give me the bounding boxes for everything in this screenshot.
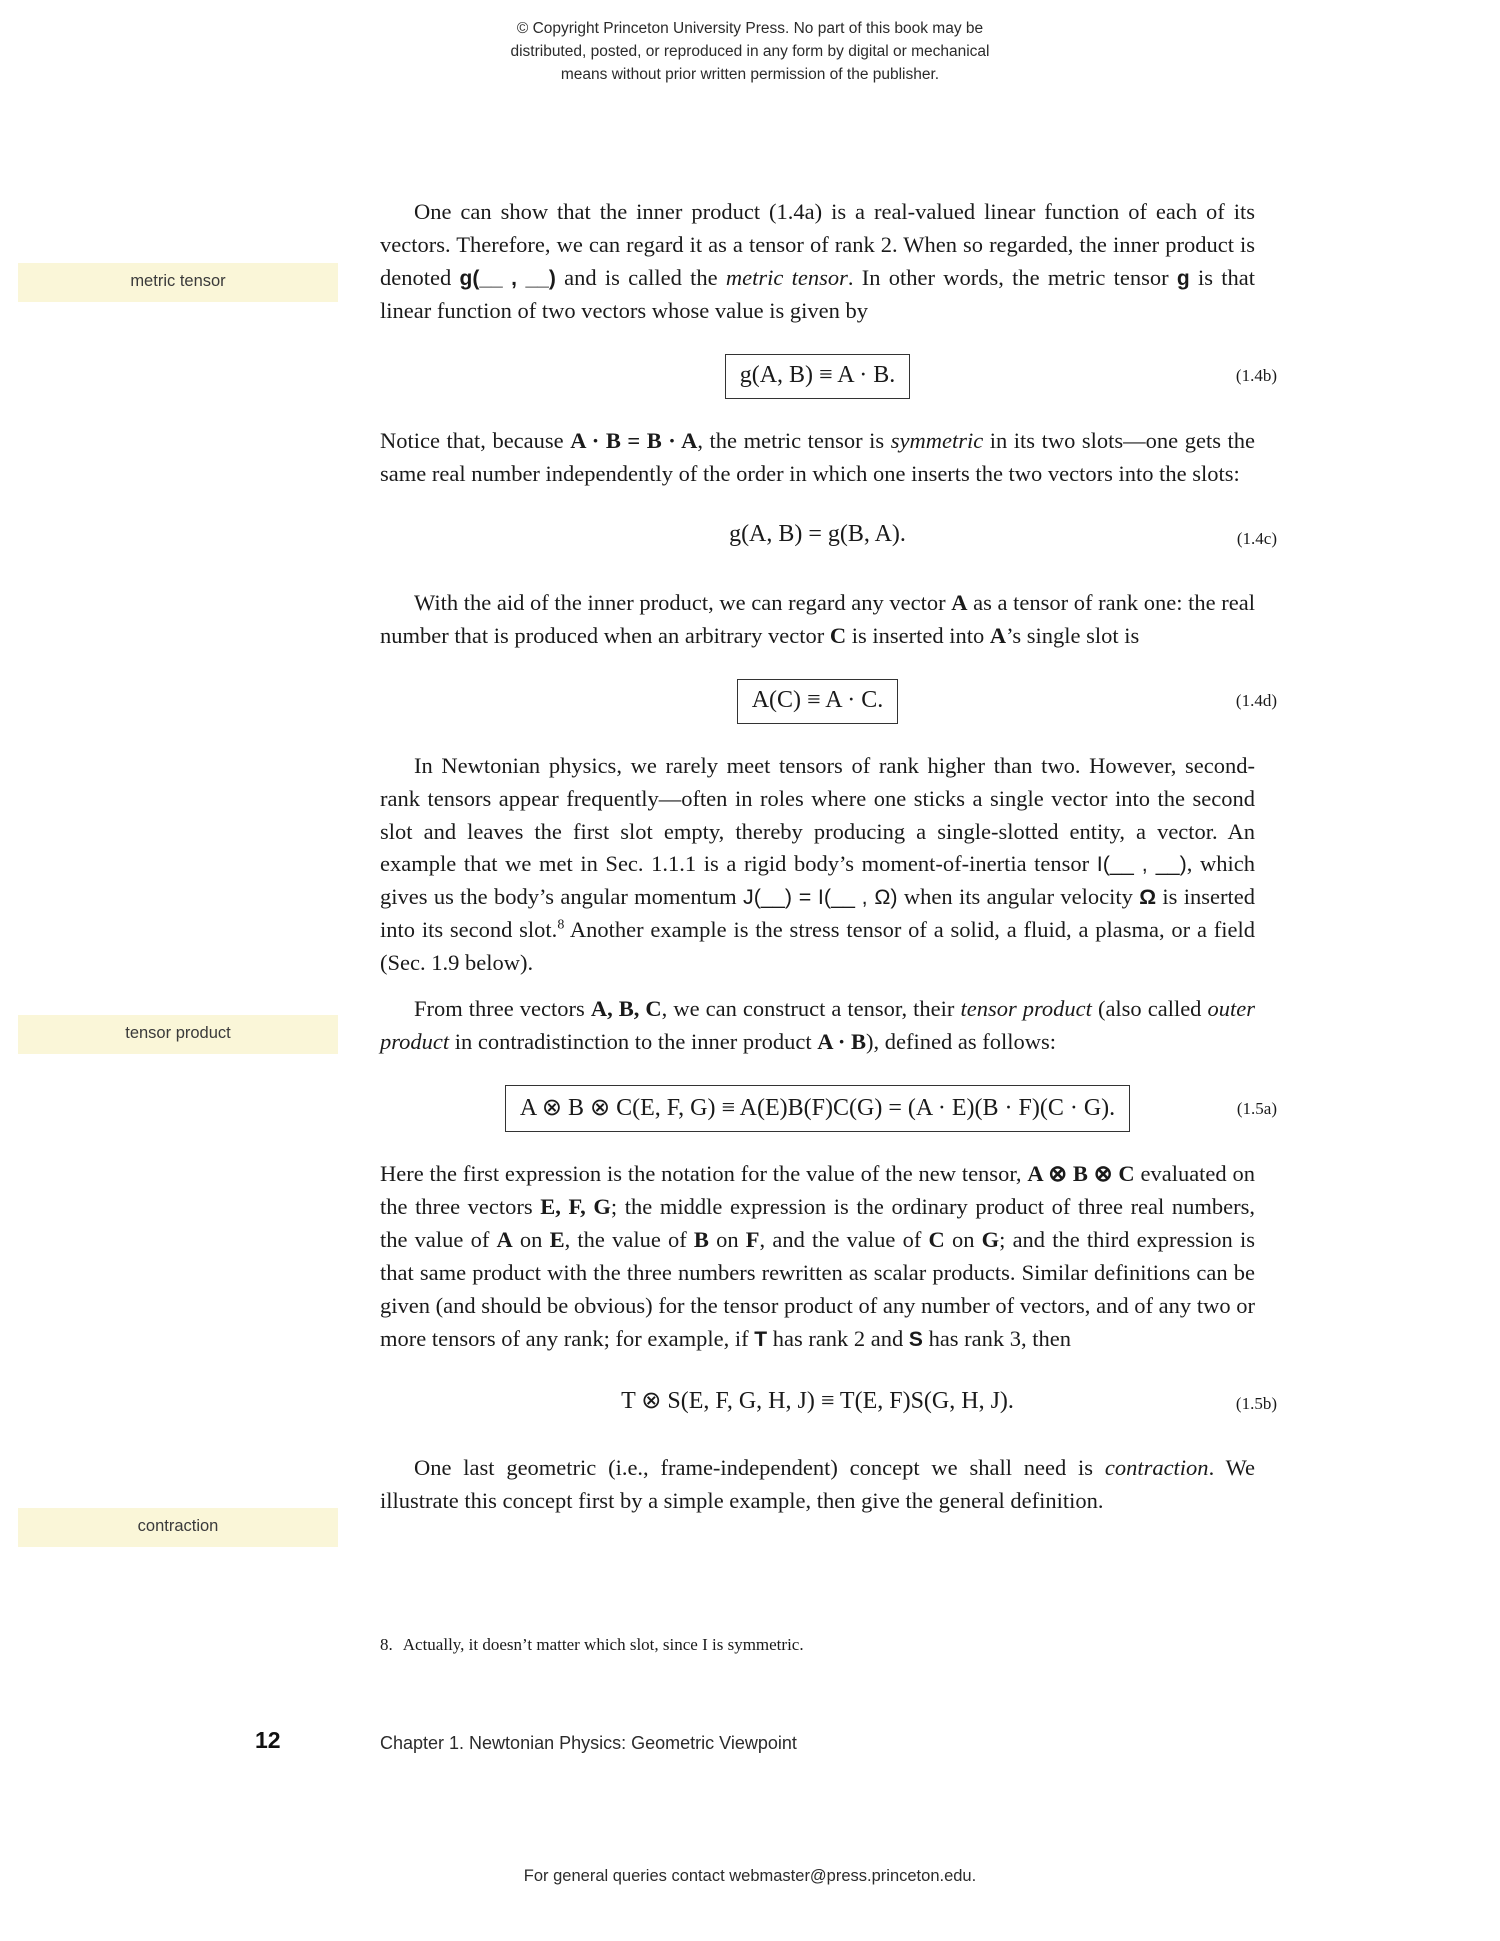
p6-symbol-S: S: [908, 1327, 923, 1351]
p6-math-a: A: [496, 1227, 513, 1253]
p3-text-c: is inserted into: [846, 622, 990, 648]
p4-symbol-omega: Ω: [1139, 886, 1157, 910]
p6-text-a: Here the first expression is the notation for the value of the new tensor,: [380, 1161, 1028, 1187]
p6-text-h: on: [944, 1227, 982, 1253]
p5-math-abc: A, B, C: [590, 996, 662, 1022]
p5-text-d: in contradistinction to the inner product: [449, 1029, 818, 1055]
equation-1-5b-row: [380, 1382, 1277, 1426]
p2-text-b: , the metric tensor is: [697, 427, 891, 453]
p3-math-a2: A: [989, 622, 1007, 648]
paragraph-1: [380, 196, 1255, 328]
paragraph-3: [380, 587, 1255, 653]
equation-1-4b-number: (1.4b): [1235, 366, 1277, 386]
p3-math-c: C: [829, 622, 847, 648]
p1-text-d: is that linear function of two vectors whose value is given by: [380, 264, 1255, 323]
equation-1-4d-row: [380, 679, 1277, 724]
p6-text-f: on: [708, 1227, 746, 1253]
p6-text-b: evaluated on the three vectors: [380, 1161, 1255, 1220]
paragraph-7: [380, 1452, 1255, 1518]
p6-text-d: on: [512, 1227, 550, 1253]
p5-emph-outer-product: outer product: [380, 996, 1255, 1055]
p3-math-a: A: [951, 589, 968, 615]
p6-math-c: C: [928, 1227, 945, 1253]
p2-text-a: Notice that, because: [380, 427, 571, 453]
copyright-line-3: means without prior written permission of the publisher.: [560, 65, 940, 83]
footnote-number: 8.: [380, 1635, 393, 1654]
p5-text-b: , we can construct a tensor, their: [661, 996, 961, 1022]
p5-text-e: ), defined as follows:: [866, 1029, 1056, 1055]
paragraph-5: [380, 993, 1255, 1059]
p6-math-abc: A ⊗ B ⊗ C: [1027, 1161, 1135, 1187]
running-head: Chapter 1. Newtonian Physics: Geometric Viewpoint: [380, 1733, 797, 1753]
equation-1-5a-number: (1.5a): [1236, 1098, 1277, 1118]
p4-text-b: , which gives us the body’s angular momentum: [380, 851, 1255, 910]
p6-math-f: F: [745, 1227, 760, 1253]
p1-text-c: . In other words, the metric tensor: [847, 264, 1177, 290]
equation-1-4c-row: [380, 517, 1277, 561]
p4-text-d: is inserted into its second slot.: [380, 884, 1255, 943]
p5-text-c: (also called: [1091, 996, 1208, 1022]
p6-math-efg: E, F, G: [540, 1194, 611, 1220]
margin-note-metric-tensor: metric tensor: [18, 263, 338, 302]
p3-text-a: With the aid of the inner product, we can regard any vector: [414, 589, 952, 615]
equation-1-4b-row: [380, 354, 1277, 399]
main-text-column: [380, 196, 1277, 1518]
p6-text-g: , and the value of: [759, 1227, 929, 1253]
equation-1-5b: T ⊗ S(E, F, G, H, J) ≡ T(E, F)S(G, H, J).: [621, 1387, 1014, 1414]
equation-1-4b: g(A, B) ≡ A · B.: [725, 354, 911, 399]
equation-1-4d-number: (1.4d): [1235, 691, 1277, 711]
p6-text-j: has rank 2 and: [767, 1325, 909, 1351]
p3-text-d: ’s single slot is: [1006, 622, 1140, 648]
margin-note-tensor-product: tensor product: [18, 1015, 338, 1054]
p4-text-c: when its angular velocity: [897, 884, 1140, 910]
p4-symbol-J-equals-I: J(__) = I(__ , Ω): [743, 885, 898, 910]
paragraph-2: [380, 425, 1255, 491]
p6-math-g: G: [981, 1227, 1000, 1253]
p2-text-c: in its two slots—one gets the same real number independently of the order in which one inserts the two vectors into the slots:: [380, 427, 1256, 486]
p6-symbol-T: T: [754, 1327, 768, 1351]
footnote-8: [380, 1633, 1260, 1657]
p1-emph-metric-tensor: metric tensor: [725, 264, 848, 290]
p5-emph-tensor-product: tensor product: [960, 996, 1092, 1022]
p5-text-a: From three vectors: [414, 996, 591, 1022]
p1-symbol-g: g: [1176, 266, 1190, 290]
copyright-line-1: © Copyright Princeton University Press. No part of this book may be: [516, 20, 984, 37]
footnote-marker-8: 8: [557, 917, 565, 933]
p4-text-e: Another example is the stress tensor of a solid, a fluid, a plasma, or a field (Sec. 1.9 below).: [380, 917, 1255, 976]
p2-math-1: A · B = B · A: [570, 427, 698, 453]
p1-text-b: and is called the: [555, 264, 726, 290]
equation-1-5b-number: (1.5b): [1235, 1393, 1277, 1413]
p5-math-ab: A · B: [817, 1029, 866, 1055]
p2-emph-symmetric: symmetric: [890, 427, 984, 453]
footnote-text: Actually, it doesn’t matter which slot, since I is symmetric.: [402, 1635, 804, 1654]
equation-1-4c: g(A, B) = g(B, A).: [729, 520, 906, 547]
p6-text-e: , the value of: [564, 1227, 694, 1253]
margin-note-contraction: contraction: [18, 1508, 338, 1547]
p6-math-e: E: [549, 1227, 565, 1253]
equation-1-5a-row: [380, 1085, 1277, 1132]
p1-symbol-g-slots: g(__ , __): [459, 266, 556, 290]
p7-text-a: One last geometric (i.e., frame-independent) concept we shall need is: [414, 1454, 1105, 1480]
p3-text-b: as a tensor of rank one: the real number that is produced when an arbitrary vector: [380, 589, 1255, 648]
queries-notice: For general queries contact webmaster@press.princeton.edu.: [523, 1867, 977, 1885]
equation-1-4d: A(C) ≡ A · C.: [737, 679, 899, 724]
copyright-line-2: distributed, posted, or reproduced in any form by digital or mechanical: [510, 42, 990, 60]
p7-text-b: . We illustrate this concept first by a simple example, then give the general definition.: [380, 1454, 1255, 1513]
p1-text-a: One can show that the inner product (1.4a) is a real-valued linear function of each of its vectors. Therefore, we can regard it as a tensor of rank 2. When so regarded, the inner product is denoted: [380, 199, 1255, 290]
p6-text-i: ; and the third expression is that same product with the three numbers rewritten as scalar products. Similar definitions can be given (and should be obvious) for the tensor product of any number of vectors, and of any two or more tensors of any rank; for example, if: [380, 1227, 1255, 1351]
paragraph-4: [380, 750, 1255, 981]
paragraph-6: [380, 1158, 1255, 1356]
p4-text-a: In Newtonian physics, we rarely meet tensors of rank higher than two. However, second-rank tensors appear frequently—often in roles where one sticks a single vector into the second slot and leaves the first slot empty, thereby producing a single-slotted entity, a vector. An example that we met in Sec. 1.1.1 is a rigid body’s moment-of-inertia tensor: [380, 752, 1255, 877]
page-number: 12: [255, 1727, 281, 1753]
copyright-notice: [0, 18, 1500, 87]
p4-symbol-I-slots: I(__ , __): [1096, 852, 1187, 877]
p6-text-k: has rank 3, then: [922, 1325, 1072, 1351]
p7-emph-contraction: contraction: [1104, 1454, 1209, 1480]
equation-1-5a: A ⊗ B ⊗ C(E, F, G) ≡ A(E)B(F)C(G) = (A · E)(B · F)(C · G).: [505, 1085, 1130, 1132]
p6-math-b: B: [693, 1227, 709, 1253]
p6-text-c: ; the middle expression is the ordinary product of three real numbers, the value of: [380, 1194, 1256, 1253]
equation-1-4c-number: (1.4c): [1236, 528, 1277, 548]
